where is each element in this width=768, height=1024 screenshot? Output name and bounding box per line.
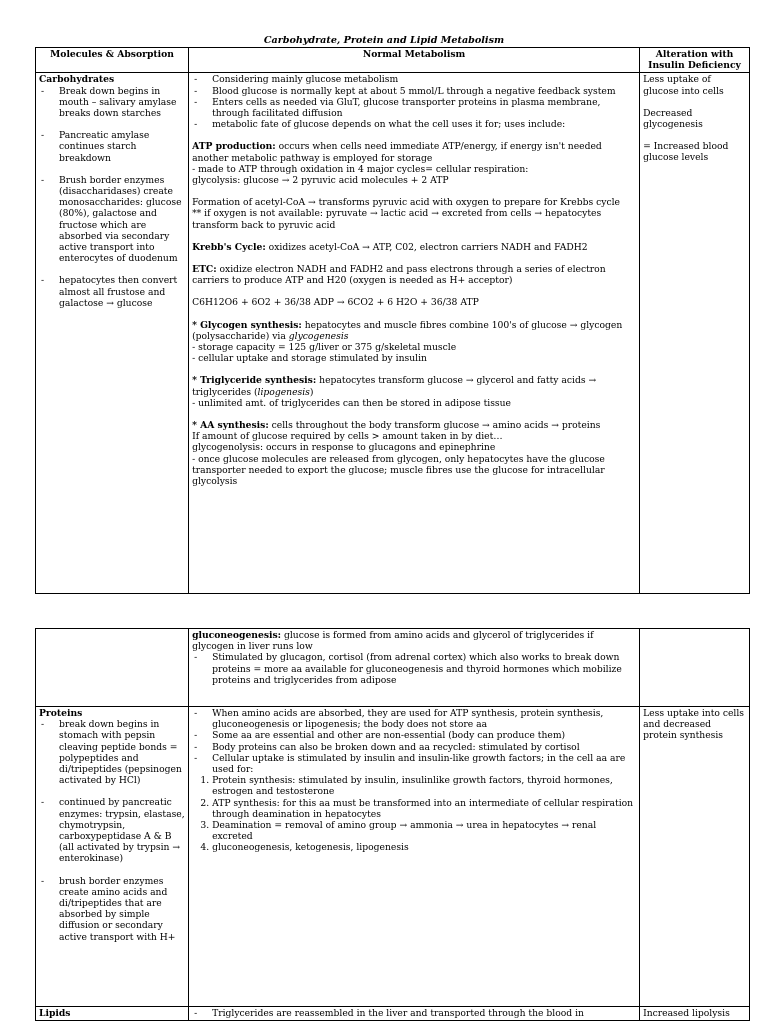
proteins-alteration-cell: [640, 707, 750, 1007]
proteins-absorption-cell: [36, 707, 189, 1007]
header-normal-metabolism: Normal Metabolism: [189, 48, 640, 73]
lipids-alteration-cell: [640, 1007, 750, 1021]
header-molecules-absorption: Molecules & Absorption: [36, 48, 189, 73]
numbered-item: 1. Protein synthesis: stimulated by insulin, insulinlike growth factors, thyroid hormones, estrogen and testosterone: [212, 775, 636, 797]
text-line: If amount of glucose required by cells > amount taken in by diet…: [192, 431, 503, 443]
list-item: - When amino acids are absorbed, they are used for ATP synthesis, protein synthesis, gluconeogenesis or lipogenesis; the body does not store aa: [192, 708, 636, 730]
krebs-cycle-paragraph: Krebb's Cycle: oxidizes acetyl-CoA → ATP, C02, electron carriers NADH and FADH2: [192, 241, 588, 253]
text-line: - once glucose molecules are released from glycogen, only hepatocytes have the glucose transporter needed to export the glucose; muscle fibres use the glucose for intracellular glycolysis: [192, 453, 605, 488]
list-item: - hepatocytes then convert almost all frustose and galactose → glucose: [39, 275, 185, 309]
list-item: - Stimulated by glucagon, cortisol (from adrenal cortex) which also works to break down proteins = more aa available for gluconeogenesis and thyroid hormones which mobilize proteins and triglycerides from adipose: [192, 652, 636, 686]
glycogen-synthesis-paragraph: * Glycogen synthesis: hepatocytes and muscle fibres combine 100's of glucose → glycogen (polysaccharide) via glycogenesis: [192, 319, 623, 342]
text-line: glycogenolysis: occurs in response to glucagons and epinephrine: [192, 442, 496, 454]
text-line: Formation of acetyl-CoA → transforms pyruvic acid with oxygen to prepare for Krebbs cycle: [192, 197, 620, 209]
text-line: - storage capacity = 125 g/liver or 375 g/skeletal muscle: [192, 342, 457, 354]
alteration-text: Increased lipolysis: [643, 1008, 730, 1019]
list-item: - Triglycerides are reassembled in the liver and transported through the blood in: [192, 1008, 636, 1019]
numbered-item: 2. ATP synthesis: for this aa must be transformed into an intermediate of cellular respiration through deamination in hepatocytes: [212, 798, 636, 820]
text-line: - cellular uptake and storage stimulated by insulin: [192, 353, 427, 365]
list-item: - Considering mainly glucose metabolism: [192, 74, 636, 85]
gluconeogenesis-row: [36, 629, 750, 707]
lipids-absorption-cell: [36, 1007, 189, 1021]
proteins-metabolism-cell: [189, 707, 640, 1007]
carbs-heading: Carbohydrates: [39, 74, 115, 86]
numbered-item: 3. Deamination = removal of amino group → ammonia → urea in hepatocytes → renal excreted: [212, 820, 636, 842]
lipids-metabolism-cell: [189, 1007, 640, 1021]
numbered-item: 4. gluconeogenesis, ketogenesis, lipogenesis: [212, 842, 636, 853]
gluconeogenesis-paragraph: gluconeogenesis: glucose is formed from amino acids and glycerol of triglycerides if glycogen in liver runs low: [192, 630, 594, 653]
document-title: Carbohydrate, Protein and Lipid Metabolism: [263, 35, 505, 46]
alteration-text: = Increased blood glucose levels: [643, 141, 729, 164]
list-item: - Body proteins can also be broken down and aa recycled: stimulated by cortisol: [192, 742, 636, 753]
empty-cell: [36, 629, 189, 707]
etc-paragraph: ETC: oxidize electron NADH and FADH2 and pass electrons through a series of electron carriers to produce ATP and H20 (oxygen is needed as H+ acceptor): [192, 264, 606, 287]
list-item: - Break down begins in mouth – salivary amylase breaks down starches: [39, 86, 185, 120]
empty-cell: [640, 629, 750, 707]
list-item: - Cellular uptake is stimulated by insulin and insulin-like growth factors; in the cell aa are used for:: [192, 753, 636, 775]
carbs-alteration-cell: [640, 73, 750, 594]
alteration-text: Less uptake into cells and decreased protein synthesis: [643, 708, 745, 742]
list-item: - Enters cells as needed via GluT, glucose transporter proteins in plasma membrane, through facilitated diffusion: [192, 97, 636, 119]
atp-production-paragraph: ATP production: occurs when cells need immediate ATP/energy, if energy isn't needed another metabolic pathway is employed for storage: [192, 141, 602, 164]
text-line: - made to ATP through oxidation in 4 major cycles= cellular respiration:: [192, 163, 529, 175]
table-header-row: [36, 48, 750, 73]
header-insulin-deficiency: Alteration with Insulin Deficiency: [640, 48, 750, 73]
list-item: - Some aa are essential and other are non-essential (body can produce them): [192, 730, 636, 741]
proteins-heading: Proteins: [39, 708, 83, 719]
gluconeogenesis-cell: [189, 629, 640, 707]
proteins-row: [36, 707, 750, 1007]
carbohydrates-row: [36, 73, 750, 594]
text-line: ** if oxygen is not available: pyruvate → lactic acid → excreted from cells → hepatocytes transform back to pyruvic acid: [192, 208, 602, 231]
metabolism-table-part2: [35, 628, 750, 1021]
list-item: - Blood glucose is normally kept at about 5 mmol/L through a negative feedback system: [192, 86, 636, 97]
list-item: - Pancreatic amylase continues starch breakdown: [39, 130, 185, 164]
lipids-heading: Lipids: [39, 1008, 71, 1019]
list-item: - break down begins in stomach with pepsin cleaving peptide bonds = polypeptides and di/tripeptides (pepsinogen activated by HCl): [39, 719, 185, 786]
list-item: - Brush border enzymes (disaccharidases) create monosaccharides: glucose (80%), galactose and fructose which are absorbed via secondary active transport into enterocytes of duodenum: [39, 175, 185, 265]
alteration-text: Less uptake of glucose into cells: [643, 74, 724, 97]
carbs-metabolism-cell: [189, 73, 640, 594]
metabolism-table-part1: [35, 47, 750, 594]
list-item: - brush border enzymes create amino acids and di/tripeptides that are absorbed by simple diffusion or secondary active transport with H+: [39, 876, 185, 943]
carbs-absorption-cell: [36, 73, 189, 594]
list-item: - metabolic fate of glucose depends on what the cell uses it for; uses include:: [192, 119, 636, 130]
lipids-row: [36, 1007, 750, 1021]
aa-synthesis-paragraph: * AA synthesis: cells throughout the body transform glucose → amino acids → proteins: [192, 420, 601, 432]
triglyceride-synthesis-paragraph: * Triglyceride synthesis: hepatocytes transform glucose → glycerol and fatty acids → triglycerides (lipogenesis): [192, 375, 597, 398]
list-item: - continued by pancreatic enzymes: trypsin, elastase, chymotrypsin, carboxypeptidase A & B (all activated by trypsin → enterokinase): [39, 797, 185, 864]
respiration-equation: C6H12O6 + 6O2 + 36/38 ADP → 6CO2 + 6 H2O + 36/38 ATP: [192, 297, 479, 309]
text-line: glycolysis: glucose → 2 pyruvic acid molecules + 2 ATP: [192, 175, 449, 187]
alteration-text: Decreased glycogenesis: [643, 107, 703, 131]
text-line: - unlimited amt. of triglycerides can then be stored in adipose tissue: [192, 397, 511, 409]
